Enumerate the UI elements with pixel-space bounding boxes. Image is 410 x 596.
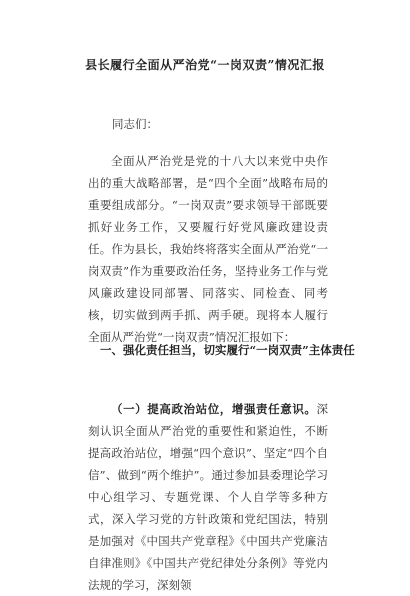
intro-paragraph: 全面从严治党是党的十八大以来党中央作出的重大战略部署，是“四个全面”战略布局的重要组成部分。“一岗双责”要求领导干部既要抓好业务工作，又要履行好党风廉政建设责任。作为县长，我始终将落实全面从严治党“一岗双责”作为重要政治任务，坚持业务工作与党风廉政建设同部署、同落实、同检查、同考核，切实做到两手抓、两手硬。现将本人履行全面从严治党“一岗双责”情况汇报如下： xyxy=(88,154,328,344)
subsection-lead: （一）提高政治站位，增强责任意识。 xyxy=(111,402,317,416)
document-title: 县长履行全面从严治党“一岗双责”情况汇报 xyxy=(85,58,325,72)
section-heading-1: 一、强化责任担当，切实履行“一岗双责”主体责任 xyxy=(100,343,355,357)
subsection-body: 深刻认识全面从严治党的重要性和紧迫性，不断提高政治站位，增强“四个意识”、坚定“四个自信”、做到“两个维护”。通过参加县委理论学习中心组学习、专题党课、个人自学等多种方式，深入学习党的方针政策和党纪国法，特别是加强对《中国共产党章程》《中国共产党廉洁自律准则》《中国共产党纪律处分条例》等党内法规的学习，深刻领 xyxy=(88,402,328,592)
salutation: 同志们： xyxy=(112,117,158,131)
subsection-paragraph-1 xyxy=(88,398,328,596)
